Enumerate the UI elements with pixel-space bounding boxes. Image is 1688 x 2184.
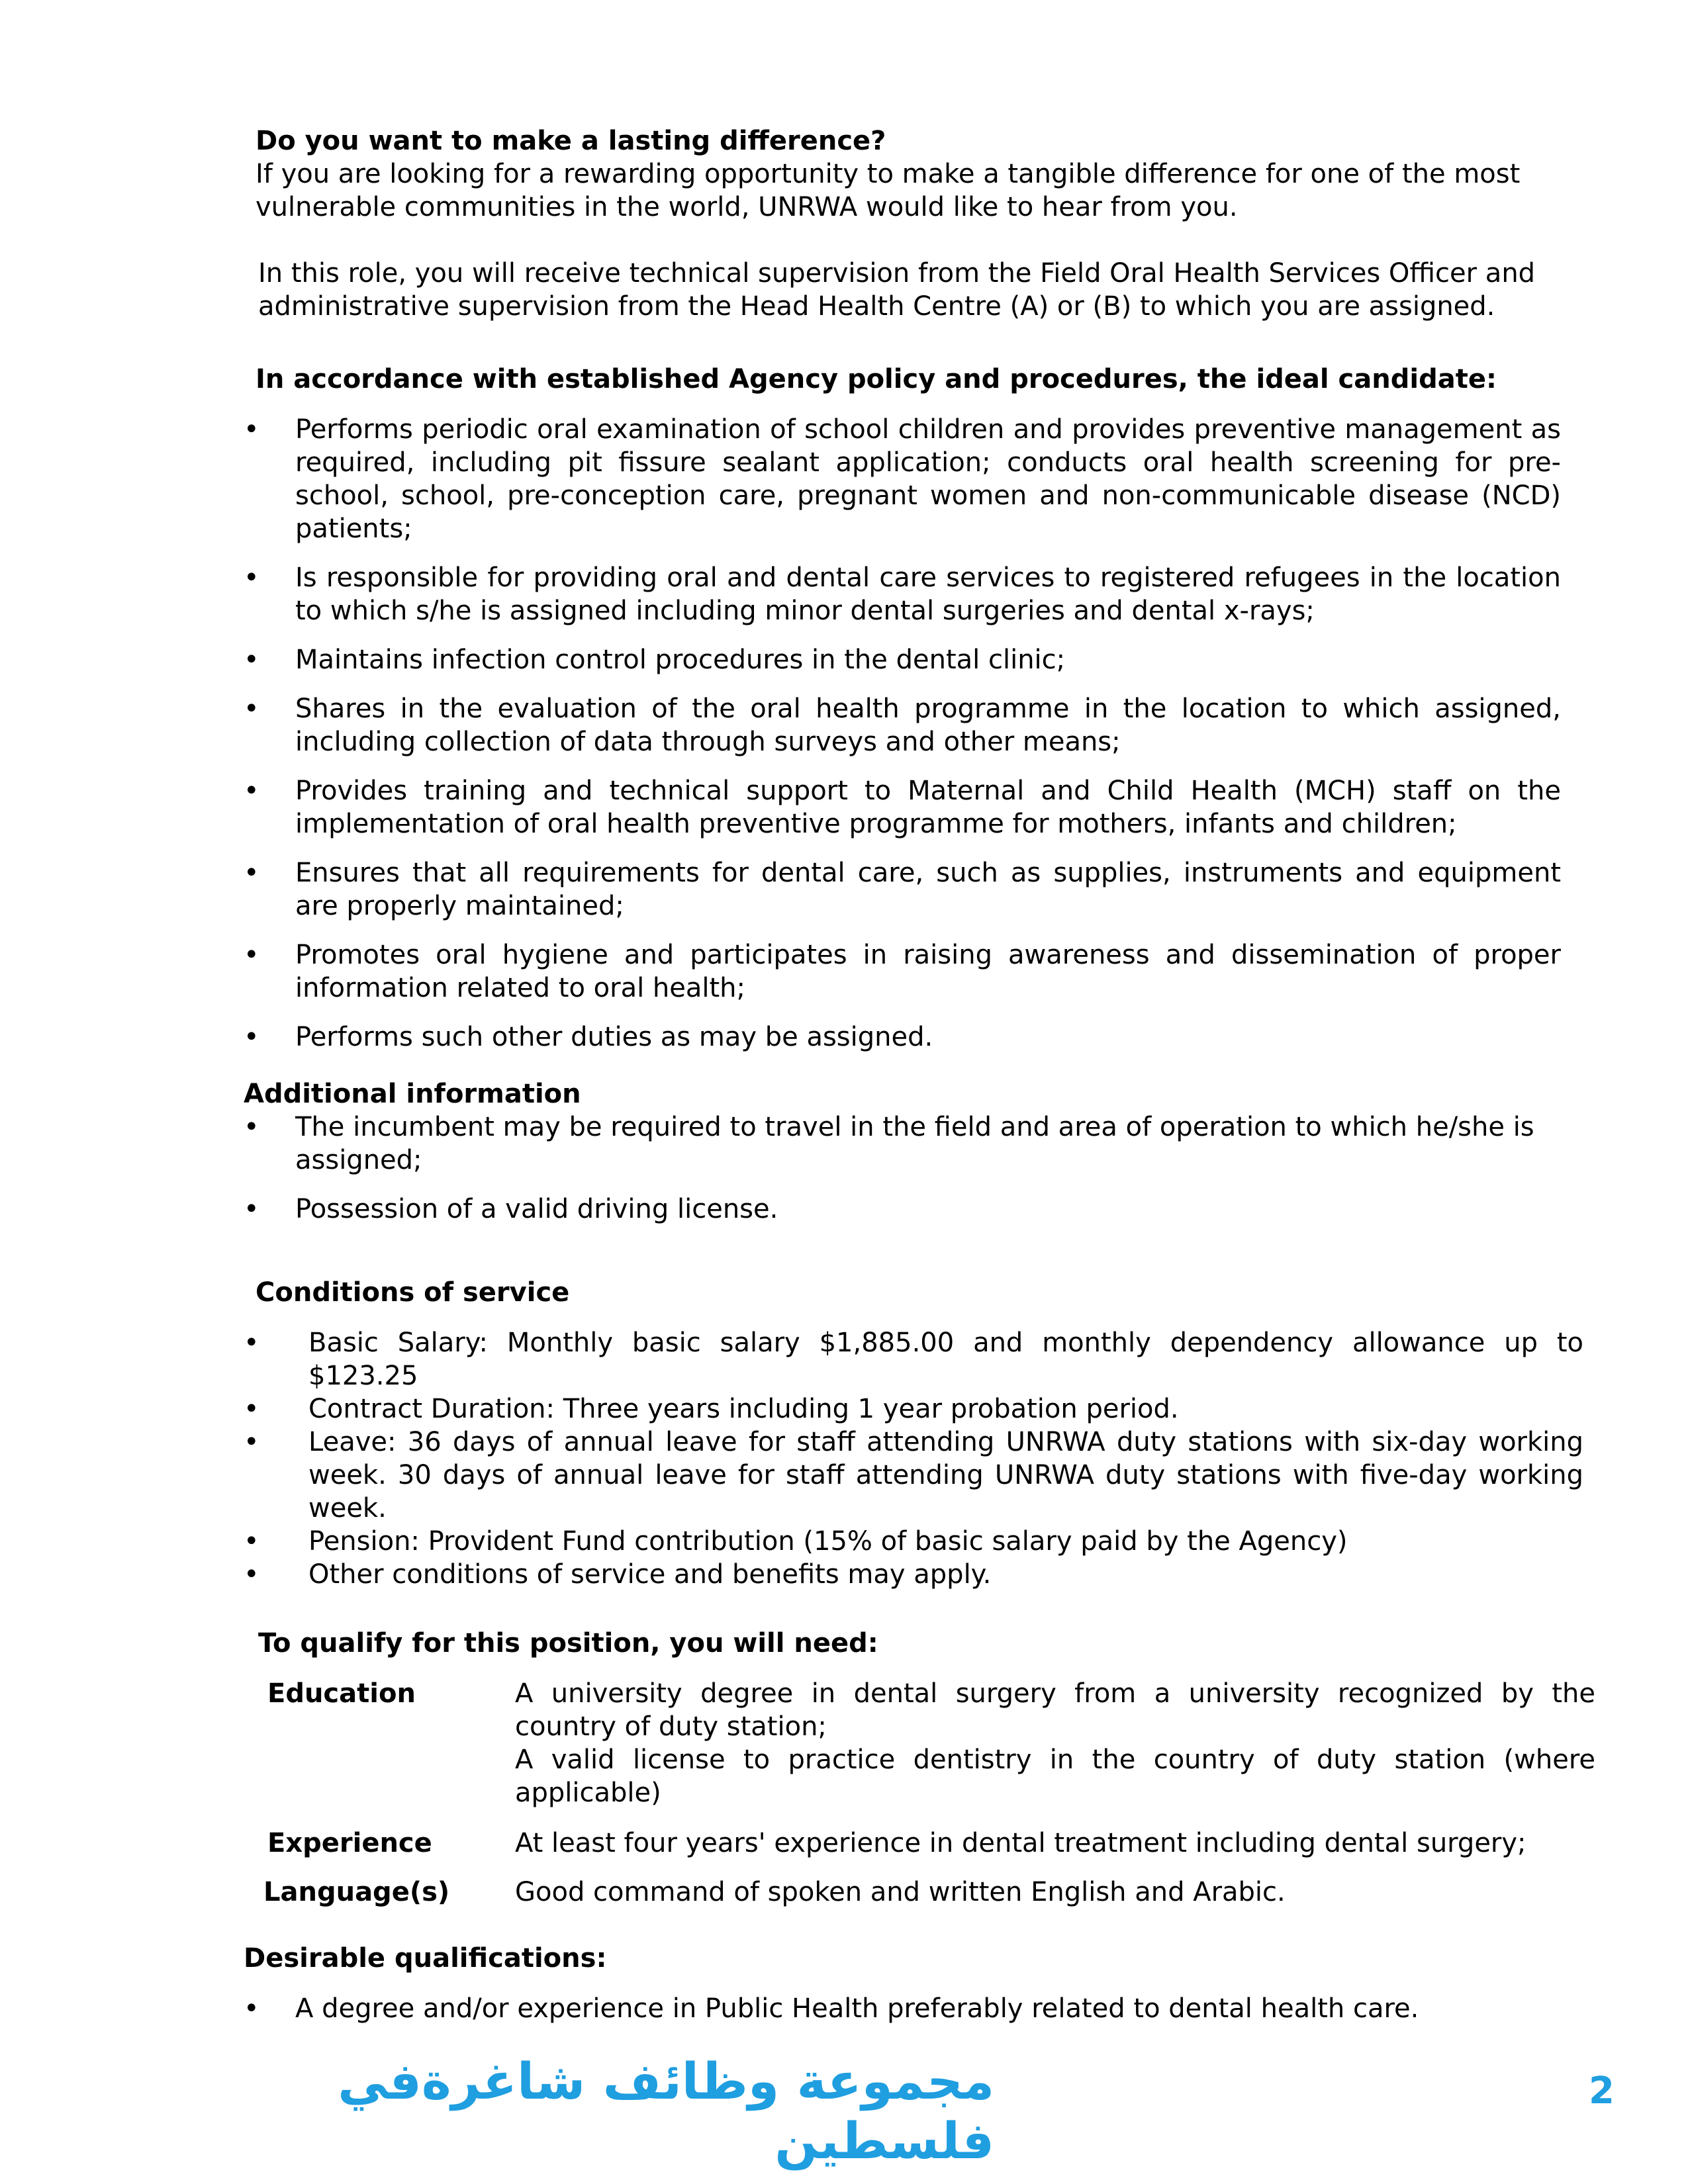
intro-line-2: vulnerable communities in the world, UNRWA would like to hear from you. xyxy=(256,192,1238,222)
list-item: • Possession of a valid driving license. xyxy=(244,1193,1561,1226)
bullet-icon xyxy=(244,774,295,807)
list-item: • Promotes oral hygiene and participates in raising awareness and dissemination of proper information related to oral health; xyxy=(244,938,1561,1005)
desirable-list xyxy=(244,1992,1561,2025)
language-label: Language(s) xyxy=(263,1877,450,1907)
bullet-icon xyxy=(244,1326,308,1359)
duties-list xyxy=(244,413,1561,1054)
qualify-heading: To qualify for this position, you will need: xyxy=(258,1628,878,1659)
supervision-line-2: administrative supervision from the Head Health Centre (A) or (B) to which you are assigned. xyxy=(258,291,1495,322)
footer-watermark: مجموعة وظائف شاغرةفي فلسطين xyxy=(338,2052,994,2170)
list-item: • Contract Duration: Three years including 1 year probation period. xyxy=(244,1392,1583,1426)
bullet-icon xyxy=(244,561,295,594)
conditions-heading: Conditions of service xyxy=(256,1277,570,1308)
education-text-2: A valid license to practice dentistry in the country of duty station (where applicable) xyxy=(515,1745,1595,1808)
desirable-heading: Desirable qualifications: xyxy=(244,1943,607,1974)
bullet-icon xyxy=(244,643,295,676)
bullet-icon xyxy=(244,1992,295,2025)
bullet-icon xyxy=(244,856,295,889)
bullet-icon xyxy=(244,1021,295,1054)
additional-list xyxy=(244,1111,1561,1226)
education-text-1: A university degree in dental surgery from a university recognized by the country of duty station; xyxy=(515,1678,1595,1742)
list-item: • Maintains infection control procedures in the dental clinic; xyxy=(244,643,1561,676)
bullet-icon xyxy=(244,1111,295,1144)
bullet-icon xyxy=(244,938,295,972)
intro-line-1: If you are looking for a rewarding opportunity to make a tangible difference for one of the most xyxy=(256,159,1521,189)
list-item: • Is responsible for providing oral and dental care services to registered refugees in the location to which s/he is assigned including minor dental surgeries and dental x-rays; xyxy=(244,561,1561,627)
list-item: • Pension: Provident Fund contribution (15% of basic salary paid by the Agency) xyxy=(244,1525,1583,1558)
additional-heading: Additional information xyxy=(244,1079,581,1109)
supervision-line-1: In this role, you will receive technical supervision from the Field Oral Health Services Officer and xyxy=(258,258,1536,289)
education-label: Education xyxy=(267,1678,416,1709)
bullet-icon xyxy=(244,692,295,725)
list-item: • Other conditions of service and benefits may apply. xyxy=(244,1558,1583,1591)
list-item: • The incumbent may be required to travel in the field and area of operation to which he/she is assigned; xyxy=(244,1111,1561,1177)
bullet-icon xyxy=(244,1193,295,1226)
list-item: • Performs such other duties as may be assigned. xyxy=(244,1021,1561,1054)
duties-heading: In accordance with established Agency policy and procedures, the ideal candidate: xyxy=(256,364,1497,394)
list-item: • Ensures that all requirements for dental care, such as supplies, instruments and equipment are properly maintained; xyxy=(244,856,1561,923)
bullet-icon xyxy=(244,1392,308,1426)
list-item: • Provides training and technical support to Maternal and Child Health (MCH) staff on the implementation of oral health preventive programme for mothers, infants and children; xyxy=(244,774,1561,841)
bullet-icon xyxy=(244,1558,308,1591)
experience-label: Experience xyxy=(267,1828,432,1858)
page-number: 2 xyxy=(1589,2070,1615,2113)
bullet-icon xyxy=(244,1525,308,1558)
bullet-icon xyxy=(244,413,295,446)
conditions-list xyxy=(244,1326,1583,1591)
bullet-icon xyxy=(244,1426,308,1459)
list-item: • Basic Salary: Monthly basic salary $1,885.00 and monthly dependency allowance up to $123.25 xyxy=(244,1326,1583,1392)
list-item: • A degree and/or experience in Public Health preferably related to dental health care. xyxy=(244,1992,1561,2025)
list-item: • Leave: 36 days of annual leave for staff attending UNRWA duty stations with six-day working week. 30 days of annual leave for staff attending UNRWA duty stations with five-day working week. xyxy=(244,1426,1583,1525)
list-item: • Shares in the evaluation of the oral health programme in the location to which assigned, including collection of data through surveys and other means; xyxy=(244,692,1561,758)
list-item: • Performs periodic oral examination of school children and provides preventive management as required, including pit fissure sealant application; conducts oral health screening for pre-school, school, pre-conception care, pregnant women and non-communicable disease (NCD) patients; xyxy=(244,413,1561,545)
language-text: Good command of spoken and written English and Arabic. xyxy=(515,1877,1286,1907)
experience-text: At least four years' experience in dental treatment including dental surgery; xyxy=(515,1828,1526,1858)
intro-heading: Do you want to make a lasting difference? xyxy=(256,126,886,156)
